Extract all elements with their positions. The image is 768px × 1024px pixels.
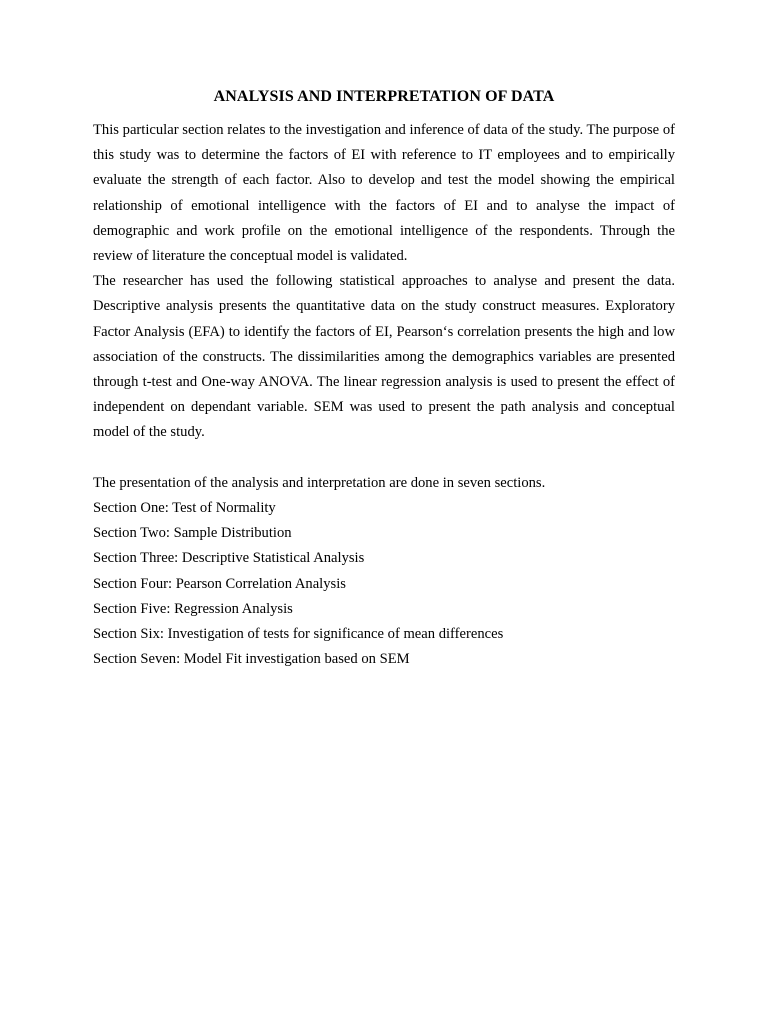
paragraph-spacer	[93, 446, 675, 471]
section-item-seven: Section Seven: Model Fit investigation based on SEM	[93, 651, 410, 668]
section-item-two: Section Two: Sample Distribution	[93, 525, 292, 542]
methods-paragraph: The researcher has used the following statistical approaches to analyse and present the data. Descriptive analysis presents the quantitative data on the study construct measures. Exploratory Factor Analysis (EFA) to identify the factors of EI, Pearson‘s correlation presents the high and low association of the constructs. The dissimilarities among the demographics variables are presented through t-test and One-way ANOVA. The linear regression analysis is used to present the effect of independent on dependant variable. SEM was used to present the path analysis and conceptual model of the study.	[93, 273, 675, 441]
section-item-three: Section Three: Descriptive Statistical Analysis	[93, 550, 365, 567]
document-page	[93, 86, 675, 672]
page-title: ANALYSIS AND INTERPRETATION OF DATA	[213, 88, 555, 105]
section-item-one: Section One: Test of Normality	[93, 500, 276, 517]
section-item-four: Section Four: Pearson Correlation Analysis	[93, 575, 346, 592]
intro-paragraph: This particular section relates to the investigation and inference of data of the study. The purpose of this study was to determine the factors of EI with reference to IT employees and to empirically evaluate the strength of each factor. Also to develop and test the model showing the empirical relationship of emotional intelligence with the factors of EI and to analyse the impact of demographic and work profile on the emotional intelligence of the respondents. Through the review of literature the conceptual model is validated.	[93, 122, 675, 265]
sections-intro: The presentation of the analysis and interpretation are done in seven sections.	[93, 474, 546, 491]
section-item-six: Section Six: Investigation of tests for significance of mean differences	[93, 626, 504, 643]
section-item-five: Section Five: Regression Analysis	[93, 600, 293, 617]
